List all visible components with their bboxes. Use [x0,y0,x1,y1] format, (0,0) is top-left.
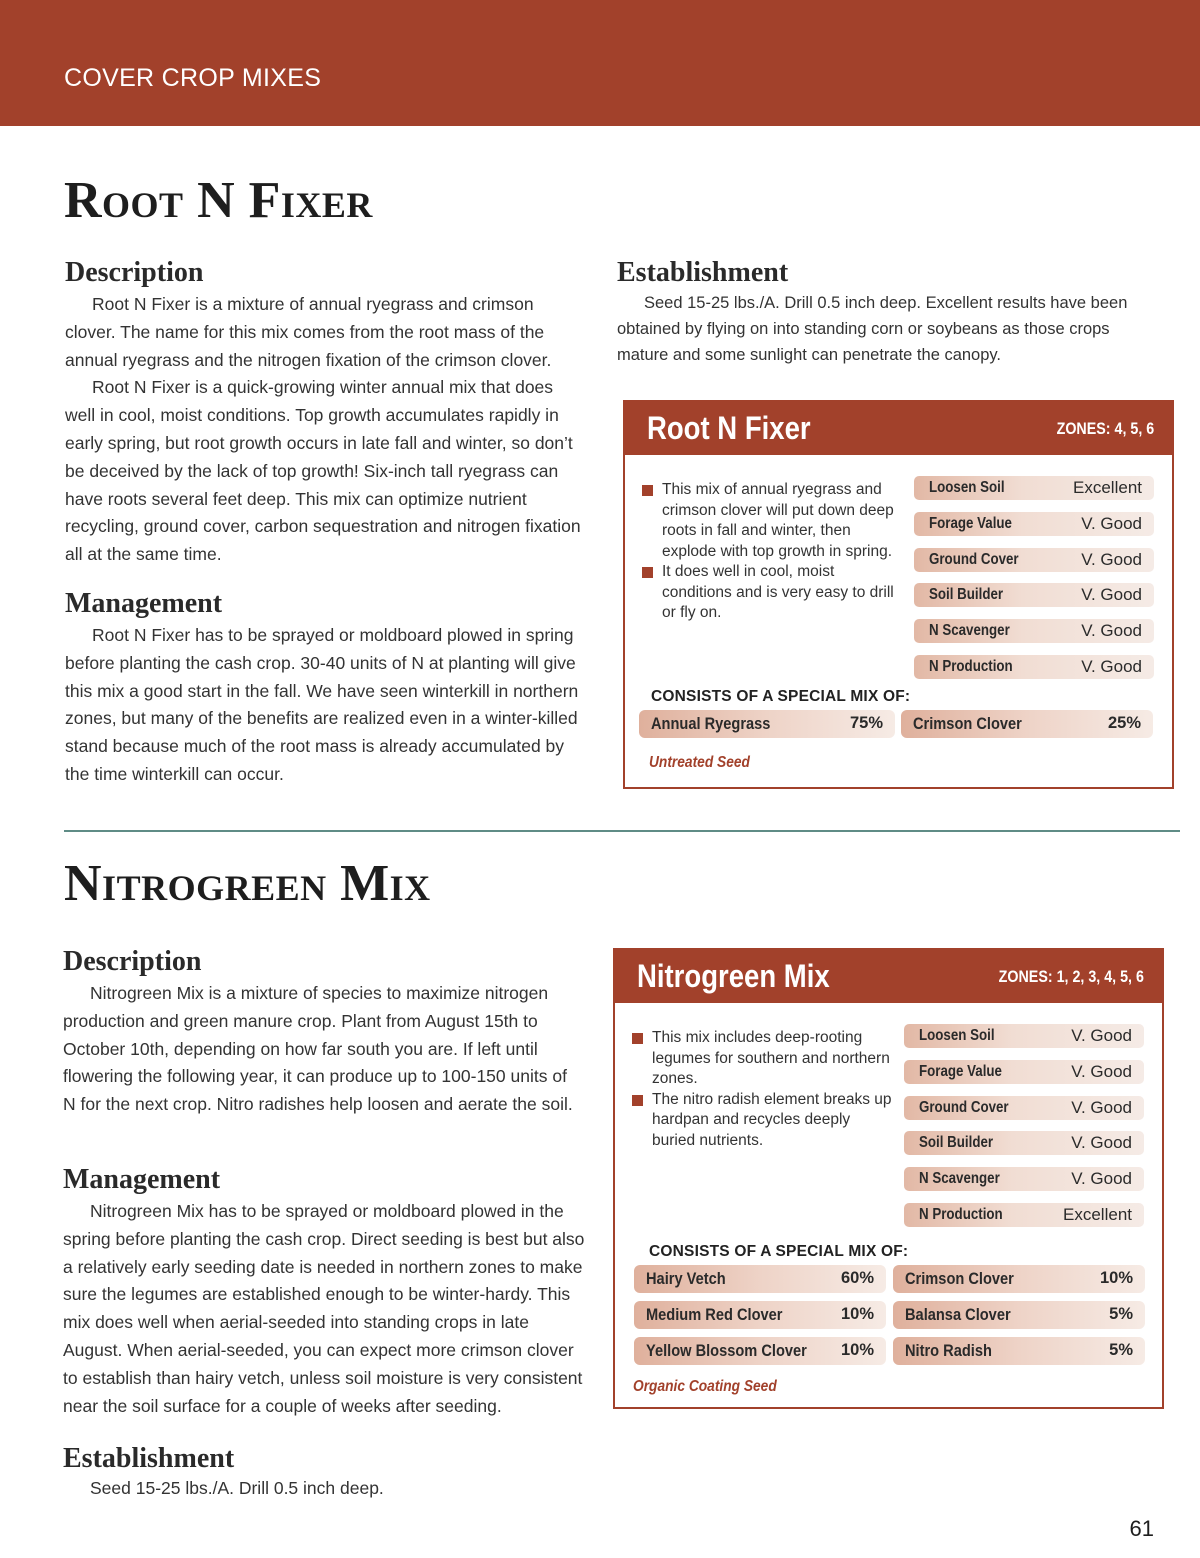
rating-row-loosen-soil [904,1024,1144,1048]
mix1-establishment-p1: Seed 15-25 lbs./A. Drill 0.5 inch deep. Excellent results have been obtained by flying on into standing corn or soybeans as those crops mature and some sunlight can penetrate the canopy. [617,294,1128,364]
mix2-component [634,1265,886,1293]
mix2-description-heading: Description [63,946,202,977]
page-number: 61 [1129,1516,1154,1541]
rating-row-loosen-soil [914,476,1154,500]
mix1-box-title: Root N Fixer [647,410,811,446]
mix-component-percent: 75% [849,714,883,732]
rating-label: Soil Builder [919,1134,994,1152]
rating-label: Loosen Soil [919,1027,995,1044]
mix2-description-text [63,980,575,1119]
mix1-bullet [642,562,907,624]
rating-label: Forage Value [929,514,1012,532]
mix2-establishment-text [63,1475,583,1503]
bullet-square-icon [632,1095,643,1106]
mix2-bullet-text: This mix includes deep-rooting legumes for southern and northern zones. [652,1029,890,1087]
bullet-square-icon [642,485,653,496]
mix2-component [893,1301,1145,1329]
mix1-info-box [623,400,1174,789]
rating-label: Ground Cover [919,1098,1009,1116]
bullet-square-icon [632,1033,643,1044]
mix1-box-zones: ZONES: 4, 5, 6 [1056,419,1154,438]
mix1-management-heading: Management [65,588,223,619]
mix-component-name: Crimson Clover [905,1269,1014,1288]
mix2-component [634,1337,886,1365]
section-header-bar [0,0,1200,126]
mix2-description-p1: Nitrogreen Mix is a mixture of species to maximize nitrogen production and green manure crop. Plant from August 15th to October 10th, depending on how far south you are. If left until flowering the following year, it can produce up to 100-150 units of N for the next crop. Nitro radishes help loosen and aerate the soil. [63,983,573,1115]
mix-component-name: Yellow Blossom Clover [646,1341,807,1360]
rating-value: V. Good [1071,1133,1132,1153]
rating-row-forage-value [914,512,1154,536]
mix-component-percent: 10% [1099,1269,1133,1287]
mix2-box-title: Nitrogreen Mix [637,958,830,994]
rating-row-ground-cover [904,1096,1144,1120]
mix1-management-text [65,622,585,789]
rating-row-n-production [904,1203,1144,1227]
mix-component-percent: 10% [840,1341,874,1359]
mix2-bullet [632,1090,892,1152]
rating-label: Loosen Soil [929,479,1005,496]
mix2-seed-note: Organic Coating Seed [633,1378,777,1395]
mix2-box-zones: ZONES: 1, 2, 3, 4, 5, 6 [998,967,1144,986]
rating-label: Soil Builder [929,586,1004,604]
mix-component-percent: 5% [1109,1341,1133,1359]
mix-component-percent: 5% [1109,1305,1133,1323]
rating-label: N Production [929,657,1013,675]
mix2-component [893,1265,1145,1293]
rating-value: Excellent [1063,1204,1132,1224]
mix1-seed-note: Untreated Seed [649,754,750,771]
mix2-component [893,1337,1145,1365]
mix1-ratings [914,476,1154,691]
rating-value: V. Good [1071,1026,1132,1045]
rating-value: V. Good [1071,1097,1132,1117]
mix1-title: Root N Fixer [64,172,373,229]
rating-value: V. Good [1081,585,1142,605]
mix-component-name: Medium Red Clover [646,1305,783,1324]
mix2-management-heading: Management [63,1164,221,1195]
mix2-establishment-heading: Establishment [63,1443,235,1474]
rating-row-forage-value [904,1060,1144,1084]
mix-component-name: Hairy Vetch [646,1269,726,1288]
rating-value: V. Good [1071,1169,1132,1189]
mix2-component [634,1301,886,1329]
rating-label: N Production [919,1205,1003,1223]
rating-row-soil-builder [914,583,1154,607]
mix2-consists-label: CONSISTS OF A SPECIAL MIX OF: [649,1243,909,1260]
rating-value: V. Good [1081,656,1142,676]
mix-component-percent: 10% [840,1305,874,1323]
mix-component-percent: 60% [840,1269,874,1287]
mix-component-name: Crimson Clover [913,714,1022,733]
rating-label: N Scavenger [929,622,1010,640]
mix1-description-p2: Root N Fixer is a quick-growing winter annual mix that does well in cool, moist conditions. Top growth accumulates rapidly in early spring, but root growth occurs in late fall and winter, so don’t be deceived by the lack of top growth! Six-inch tall ryegrass can have roots several feet deep. This mix can optimize nutrient recycling, ground cover, carbon sequestration and nitrogen fixation all at the same time. [65,377,581,565]
mix2-bullet [632,1028,892,1090]
rating-value: V. Good [1081,621,1142,641]
mix1-description-heading: Description [65,257,204,288]
mix1-box-header [625,402,1172,455]
mix1-description-p1: Root N Fixer is a mixture of annual ryegrass and crimson clover. The name for this mix comes from the root mass of the annual ryegrass and the nitrogen fixation of the crimson clover. [65,294,552,370]
mix-component-percent: 25% [1107,714,1141,732]
mix1-box-bullets [642,480,907,624]
mix2-box-bullets [632,1028,892,1151]
mix-component-name: Balansa Clover [905,1305,1011,1324]
mix2-title: Nitrogreen Mix [64,855,431,912]
section-title: COVER CROP MIXES [64,64,322,92]
mix1-establishment-heading: Establishment [617,257,789,288]
mix1-description-text [65,291,585,569]
rating-row-soil-builder [904,1131,1144,1155]
mix1-management-p1: Root N Fixer has to be sprayed or moldboard plowed in spring before planting the cash crop. 30-40 units of N at planting will give this mix a good start in the fall. We have seen winterkill in northern zones, but many of the benefits are realized even in a winter-killed stand because much of the root mass is already accumulated by the time winterkill can occur. [65,625,579,784]
mix2-management-p1: Nitrogreen Mix has to be sprayed or moldboard plowed in the spring before planting the cash crop. Direct seeding is best but also a relatively early seeding date is needed in northern zones to make sure the legumes are established enough to be winter-hardy. This mix does well when aerial-seeded into standing crops in late August. When aerial-seeded, you can expect more crimson clover to establish than hairy vetch, unless soil moisture is very consistent near the soil surface for a couple of weeks after seeding. [63,1201,585,1416]
mix1-bullet [642,480,907,562]
rating-row-n-scavenger [904,1167,1144,1191]
mix-component-name: Nitro Radish [905,1341,992,1360]
mix1-consists-label: CONSISTS OF A SPECIAL MIX OF: [651,688,911,705]
rating-label: Forage Value [919,1062,1002,1080]
rating-value: V. Good [1081,513,1142,533]
rating-value: Excellent [1073,478,1142,497]
mix1-bullet-text: It does well in cool, moist conditions and is very easy to drill or fly on. [662,563,894,621]
mix2-box-header [615,950,1162,1003]
bullet-square-icon [642,567,653,578]
rating-value: V. Good [1071,1061,1132,1081]
mix1-component [639,710,895,738]
mix2-management-text [63,1198,585,1420]
rating-row-n-scavenger [914,619,1154,643]
rating-label: N Scavenger [919,1170,1000,1188]
mix-component-name: Annual Ryegrass [651,714,771,733]
mix2-establishment-p1: Seed 15-25 lbs./A. Drill 0.5 inch deep. [90,1478,384,1498]
mix1-bullet-text: This mix of annual ryegrass and crimson clover will put down deep roots in fall and winter, then explode with top growth in spring. [662,481,894,560]
mix2-info-box [613,948,1164,1409]
rating-value: V. Good [1081,549,1142,569]
mix2-ratings [904,1024,1144,1239]
mix2-bullet-text: The nitro radish element breaks up hardpan and recycles deeply buried nutrients. [652,1090,892,1149]
section-divider [64,830,1180,832]
rating-label: Ground Cover [929,550,1019,568]
mix1-establishment-text [617,290,1137,368]
rating-row-n-production [914,655,1154,679]
rating-row-ground-cover [914,548,1154,572]
mix1-component [901,710,1153,738]
